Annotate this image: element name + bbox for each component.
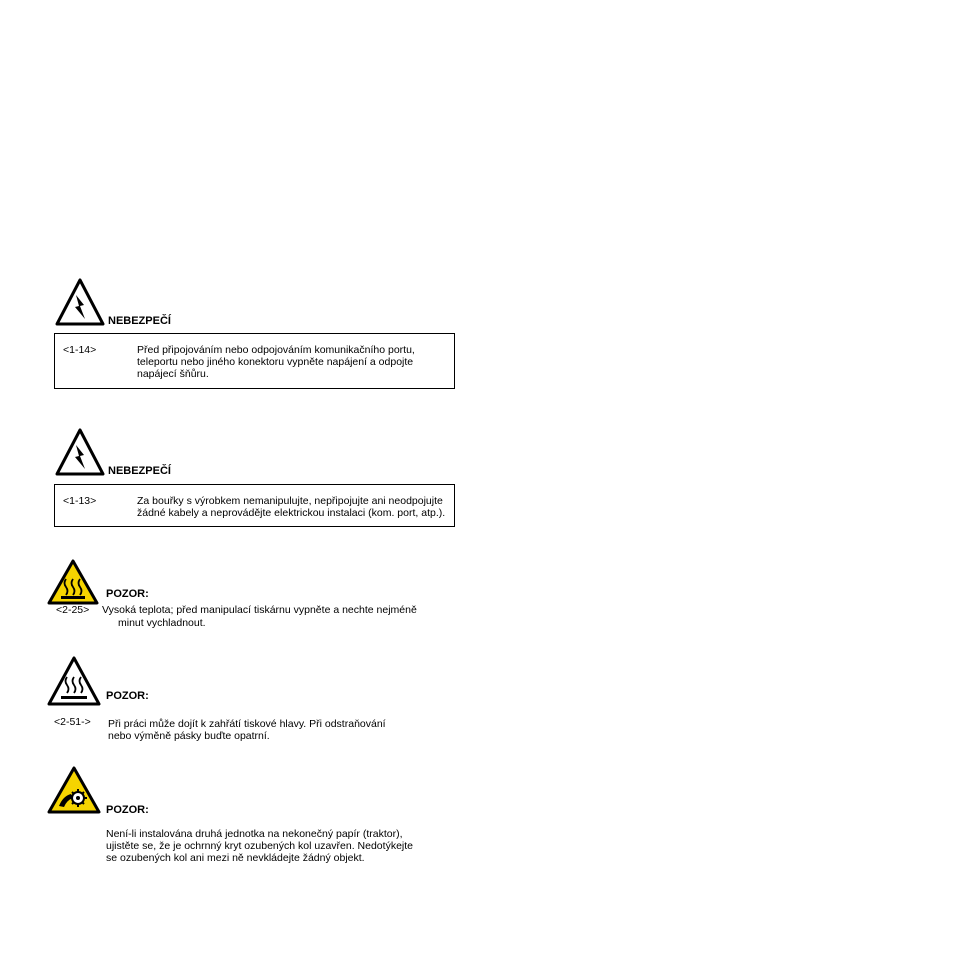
- caution-label: POZOR:: [106, 804, 149, 816]
- gear-hazard-icon: [47, 766, 101, 814]
- electrical-hazard-icon: [54, 427, 106, 477]
- notice-code: <1-14>: [63, 344, 97, 356]
- danger-notice-box: [54, 333, 455, 389]
- hot-surface-icon: [47, 559, 99, 605]
- danger-label: NEBEZPEČÍ: [108, 465, 171, 477]
- hot-surface-icon: [46, 655, 102, 707]
- notice-text: Za bouřky s výrobkem nemanipulujte, nepřipojujte ani neodpojujte žádné kabely a neprovádějte elektrickou instalaci (kom. port, atp.).: [137, 495, 446, 519]
- notice-text: Není-li instalována druhá jednotka na nekonečný papír (traktor), ujistěte se, že je ochrnný kryt ozubených kol uzavřen. Nedotýkejte se ozubených kol ani mezi ně nevkládejte žádný objekt.: [106, 828, 413, 864]
- caution-label: POZOR:: [106, 588, 149, 600]
- notice-text: Před připojováním nebo odpojováním komunikačního portu, teleportu nebo jiného konektoru vypněte napájení a odpojte napájecí šňůru.: [137, 344, 415, 380]
- caution-label: POZOR:: [106, 690, 149, 702]
- notice-code: <2-51->: [54, 716, 91, 728]
- electrical-hazard-icon: [54, 277, 106, 327]
- danger-label: NEBEZPEČÍ: [108, 315, 171, 327]
- danger-notice-box: [54, 484, 455, 527]
- notice-code: <2-25>: [56, 604, 90, 616]
- notice-code: <1-13>: [63, 495, 97, 507]
- notice-text: minut vychladnout.: [118, 617, 206, 629]
- notice-text: Vysoká teplota; před manipulací tiskárnu vypněte a nechte nejméně: [102, 604, 417, 616]
- notice-text: Při práci může dojít k zahřátí tiskové hlavy. Při odstraňování nebo výměně pásky buďte opatrní.: [108, 718, 386, 742]
